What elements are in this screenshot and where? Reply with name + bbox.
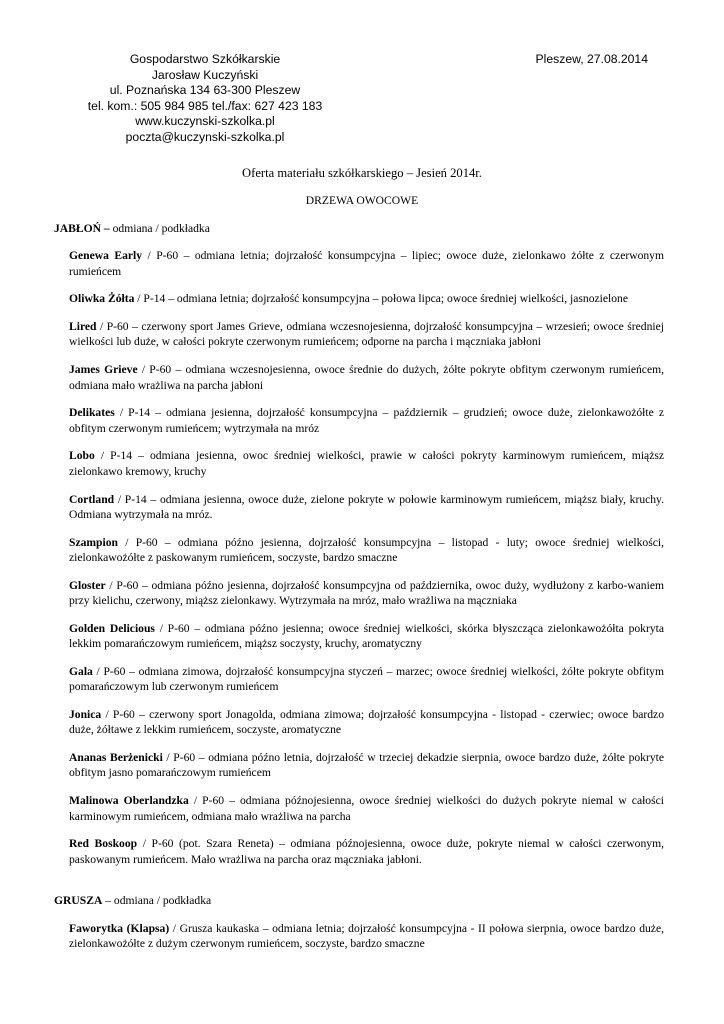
company-website: www.kuczynski-szkolka.pl bbox=[135, 114, 275, 129]
company-header bbox=[80, 52, 330, 146]
variety-description: / P-60 – odmiana późno jesienna; owoce średniej wielkości, skórka błyszcząca zielonkawożółta pokryta lekkim pomarańczowym rumieńcem, miąższ soczysty, kruchy, aromatyczny bbox=[69, 621, 665, 651]
variety-name: Gala bbox=[69, 664, 93, 678]
variety-entry bbox=[69, 750, 664, 781]
variety-name: Golden Delicious bbox=[69, 621, 155, 635]
company-address: ul. Poznańska 134 63-300 Pleszew bbox=[109, 83, 301, 98]
variety-entry bbox=[69, 707, 664, 738]
variety-name: Faworytka (Klapsa) bbox=[69, 921, 170, 935]
group-heading bbox=[54, 893, 664, 908]
group-name: JABŁOŃ – bbox=[54, 222, 110, 235]
variety-description: / P-14 – odmiana jesienna, dojrzałość konsumpcyjna – październik – grudzień; owoce duże, zielonkawożółte z obfitym czerwonym rumieńcem; wytrzymała na mróz bbox=[69, 406, 664, 435]
variety-entry bbox=[69, 836, 664, 867]
variety-entry bbox=[69, 492, 664, 523]
group-name: GRUSZA bbox=[54, 894, 103, 908]
variety-description: / P-60 – czerwony sport James Grieve, odmiana wczesnojesienna, dojrzałość konsumpcyjna – wrzesień; owoce średniej wielkości lub duże, w całości pokryte czerwonym rumieńcem; odporne na parcha i mączniaka jabłoni bbox=[69, 320, 664, 349]
company-email: poczta@kuczynski-szkolka.pl bbox=[125, 129, 285, 144]
variety-description: / P-60 – odmiana późno letnia, dojrzałość w trzeciej dekadzie sierpnia, owoce bardzo duże, żółte pokryte obfitym jasno pomarańczowym rumieńcem bbox=[69, 751, 664, 780]
company-name: Gospodarstwo Szkółkarskie bbox=[129, 52, 281, 66]
variety-entry bbox=[69, 448, 664, 479]
section-title: DRZEWA OWOCOWE bbox=[305, 194, 419, 207]
variety-name: James Grieve bbox=[69, 363, 138, 377]
variety-description: / P-60 – odmiana późnojesienna, owoce średniej wielkości do dużych pokryte niemal w całości karminowym rumieńcem, odmiana mało wrażliwa na parcha bbox=[69, 794, 664, 823]
variety-name: Delikates bbox=[69, 406, 115, 420]
variety-name: Szampion bbox=[69, 535, 118, 549]
variety-name: Oliwka Żółta bbox=[69, 292, 135, 306]
variety-name: Ananas Berżenicki bbox=[69, 751, 163, 765]
group-spacer bbox=[54, 879, 664, 893]
variety-entry bbox=[69, 793, 664, 824]
place-date: Pleszew, 27.08.2014 bbox=[535, 52, 648, 66]
variety-name: Cortland bbox=[69, 492, 115, 506]
offer-body bbox=[54, 221, 664, 964]
variety-description: / P-60 – odmiana zimowa, dojrzałość konsumpcyjna styczeń – marzec; owoce średniej wielkości, żółte pokryte obfitym pomarańczowym lub czerwonym rumieńcem bbox=[69, 664, 664, 694]
group-subtitle: odmiana / podkładka bbox=[109, 222, 210, 235]
variety-entry bbox=[69, 291, 664, 306]
variety-entry bbox=[69, 578, 664, 609]
variety-entry bbox=[69, 921, 664, 952]
variety-description: / P-14 – odmiana jesienna, owoc średniej wielkości, prawie w całości pokryty karminowym rumieńcem, miąższ zielonkawo kremowy, kruchy bbox=[69, 449, 664, 478]
variety-entry bbox=[69, 535, 664, 566]
owner-name: Jarosław Kuczyński bbox=[151, 67, 259, 82]
variety-entry bbox=[69, 621, 664, 652]
variety-name: Lobo bbox=[69, 449, 95, 463]
variety-description: / P-60 – czerwony sport Jonagolda, odmiana zimowa; dojrzałość konsumpcyjna - listopad - czerwiec; owoce bardzo duże, żółtawe z lekkim rumieńcem, soczyste, aromatyczne bbox=[69, 708, 664, 737]
variety-description: / P-60 – odmiana późno jesienna, dojrzałość konsumpcyjna od października, owoc duży, wydłużony z karbo-waniem przy kielichu, czerwony, miąższ zielonkawy. Wytrzymała na mróz, mało wrażliwa na mączniaka bbox=[69, 578, 664, 608]
variety-entry bbox=[69, 362, 664, 393]
variety-description: / P-14 – odmiana letnia; dojrzałość konsumpcyjna – połowa lipca; owoce średniej wielkości, jasnozielone bbox=[134, 292, 628, 306]
variety-name: Genewa Early bbox=[69, 249, 143, 263]
variety-name: Lired bbox=[69, 320, 97, 334]
group-subtitle: – odmiana / podkładka bbox=[102, 894, 212, 908]
variety-description: / P-60 – odmiana późno jesienna, dojrzałość konsumpcyjna – listopad - luty; owoce średniej wielkości, zielonkawożółte z paskowanym rumieńcem, soczyste, bardzo smaczne bbox=[69, 535, 664, 564]
offer-title: Oferta materiału szkółkarskiego – Jesień 2014r. bbox=[242, 166, 482, 180]
company-phones: tel. kom.: 505 984 985 tel./fax: 627 423 183 bbox=[87, 98, 323, 113]
variety-name: Red Boskoop bbox=[69, 837, 138, 851]
variety-description: / Grusza kaukaska – odmiana letnia; dojrzałość konsumpcyjna - II połowa sierpnia, owoce bardzo duże, zielonkawożółte z dużym czerwonym rumieńcem, soczyste, bardzo smaczne bbox=[69, 921, 664, 950]
variety-name: Gloster bbox=[69, 578, 106, 592]
variety-entry bbox=[69, 664, 664, 695]
variety-description: / P-60 – odmiana letnia; dojrzałość konsumpcyjna – lipiec; owoce duże, zielonkawo żółte z czerwonym rumieńcem bbox=[69, 249, 664, 278]
variety-entry bbox=[69, 248, 664, 279]
group-heading bbox=[54, 221, 664, 236]
variety-entry bbox=[69, 319, 664, 350]
variety-name: Jonica bbox=[69, 708, 102, 722]
variety-description: / P-60 – odmiana wczesnojesienna, owoce średnie do dużych, żółte pokryte obfitym czerwonym rumieńcem, odmiana mało wrażliwa na parcha jabłoni bbox=[69, 363, 665, 392]
variety-name: Malinowa Oberlandzka bbox=[69, 794, 189, 808]
variety-description: / P-14 – odmiana jesienna, owoce duże, zielone pokryte w połowie karminowym rumieńcem, miąższ biały, kruchy. Odmiana wytrzymała na mróz. bbox=[69, 492, 664, 521]
variety-entry bbox=[69, 405, 664, 436]
variety-description: / P-60 (pot. Szara Reneta) – odmiana późnojesienna, owoce duże, pokryte niemal w całości czerwonym, paskowanym rumieńcem. Mało wrażliwa na parcha oraz mączniaka jabłoni. bbox=[69, 837, 664, 866]
